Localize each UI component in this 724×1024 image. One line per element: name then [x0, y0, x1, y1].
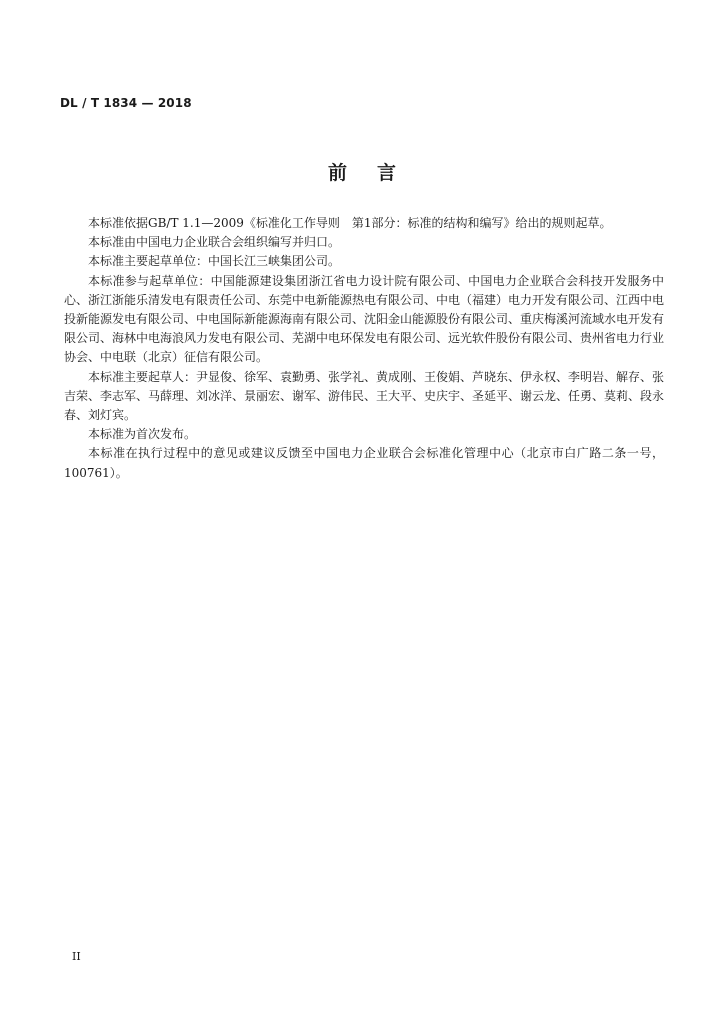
document-body: [64, 214, 664, 483]
paragraph-feedback: 本标准在执行过程中的意见或建议反馈至中国电力企业联合会标准化管理中心（北京市白广路二条一号，100761）。: [64, 446, 664, 480]
paragraph-main-drafters: 本标准主要起草人：尹显俊、徐军、袁勤勇、张学礼、黄成刚、王俊娟、芦晓东、伊永权、李明岩、解存、张吉荣、李志军、马薛理、刘冰洋、景丽宏、谢军、游伟民、王大平、史庆宇、圣延平、谢云龙、任勇、莫莉、段永春、刘灯宾。: [64, 369, 665, 423]
paragraph-participating-units: 本标准参与起草单位：中国能源建设集团浙江省电力设计院有限公司、中国电力企业联合会科技开发服务中心、浙江浙能乐清发电有限责任公司、东莞中电新能源热电有限公司、中电（福建）电力开发有限公司、江西中电投新能源发电有限公司、中电国际新能源海南有限公司、沈阳金山能源股份有限公司、重庆梅溪河流域水电开发有限公司、海林中电海浪风力发电有限公司、芜湖中电环保发电有限公司、远光软件股份有限公司、贵州省电力行业协会、中电联（北京）征信有限公司。: [64, 273, 665, 365]
paragraph-drafting-rules: 本标准依据GB/T 1.1—2009《标准化工作导则 第1部分：标准的结构和编写》给出的规则起草。: [88, 216, 612, 230]
paragraph-main-drafting-unit: 本标准主要起草单位：中国长江三峡集团公司。: [88, 254, 341, 269]
paragraph-first-release: 本标准为首次发布。: [88, 427, 197, 442]
page-title: 前言: [327, 162, 426, 184]
paragraph-organizer: 本标准由中国电力企业联合会组织编写并归口。: [88, 235, 341, 250]
page-number: II: [72, 950, 81, 963]
document-code: DL / T 1834 — 2018: [60, 96, 192, 110]
